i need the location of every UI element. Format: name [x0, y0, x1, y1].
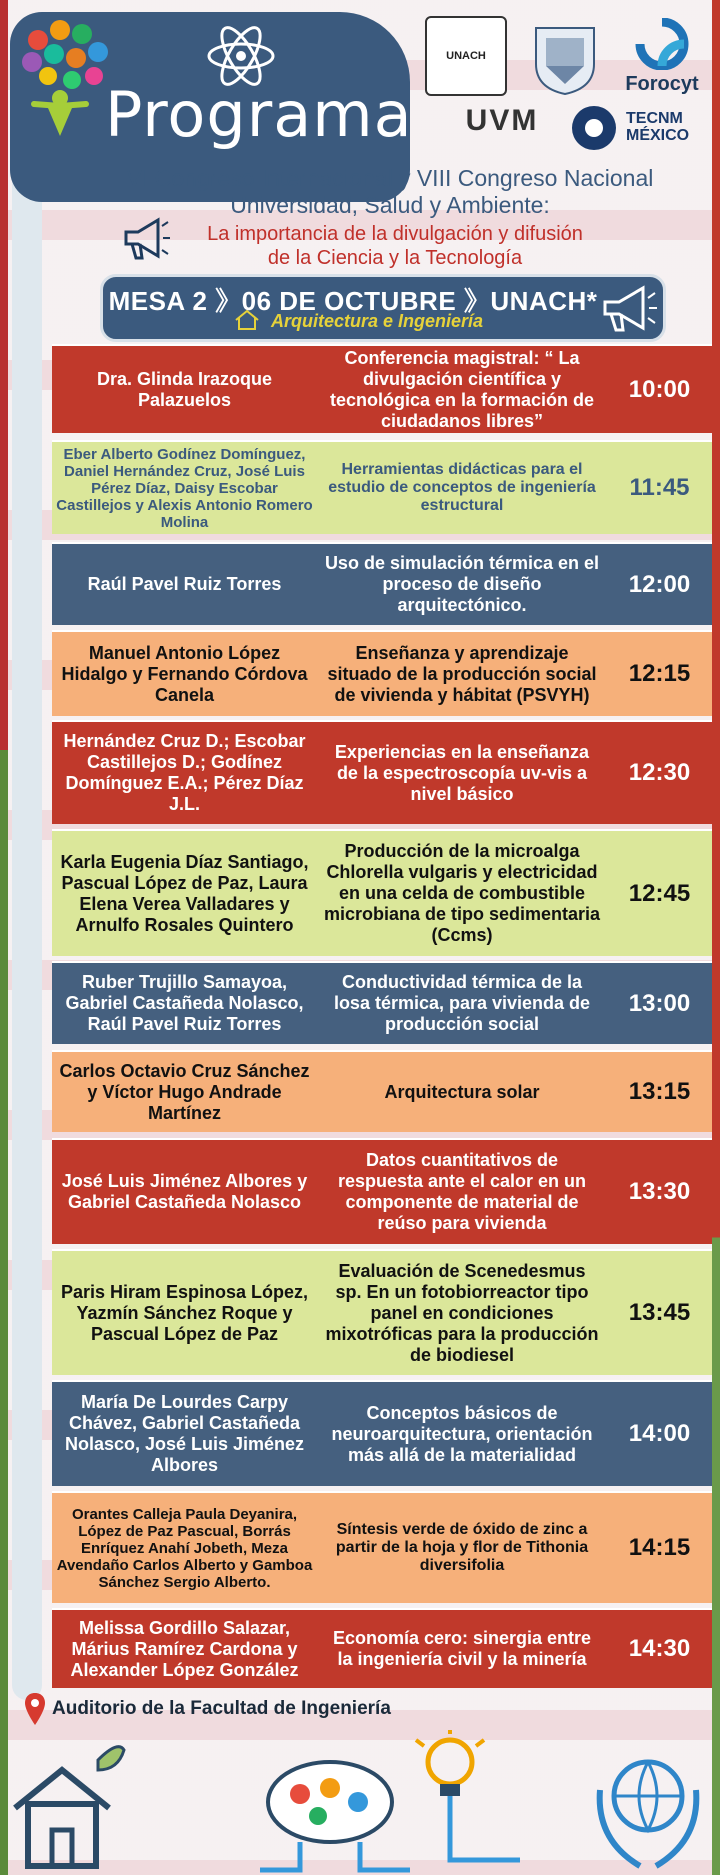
row-authors: Manuel Antonio López Hidalgo y Fernando Córdova Canela: [61, 642, 308, 705]
hands-globe-icon: [600, 1762, 697, 1866]
program-row: [52, 440, 712, 534]
page-title: Programa: [105, 78, 413, 151]
left-border: [0, 0, 8, 1875]
row-title: Herramientas didácticas para el estudio de conceptos de ingeniería estructural: [328, 461, 596, 514]
unach-logo-text: UNACH: [446, 50, 486, 62]
footer-illustrations: [0, 1730, 720, 1875]
row-time: 12:15: [628, 660, 691, 687]
row-authors: Ruber Trujillo Samayoa, Gabriel Castañeda Nolasco, Raúl Pavel Ruiz Torres: [65, 972, 304, 1034]
row-time: 13:15: [628, 1078, 691, 1105]
tecnm-logo: [566, 100, 704, 156]
row-title: Conferencia magistral: “ La divulgación científica y tecnológica en la formación de ciudadanos libres”: [329, 347, 595, 431]
row-authors: María De Lourdes Carpy Chávez, Gabriel Castañeda Nolasco, José Luis Jiménez Albores: [64, 1392, 305, 1475]
row-time: 13:30: [628, 1178, 691, 1205]
forocyt-logo-text: Forocyt: [625, 73, 699, 95]
lightbulb-icon: [416, 1730, 520, 1860]
program-row: [52, 1608, 712, 1688]
program-row: [52, 344, 712, 433]
row-title: Enseñanza y aprendizaje situado de la producción social de vivienda y hábitat (PSVYH): [327, 642, 597, 705]
row-title: Conductividad térmica de la losa térmica, para vivienda de producción social: [333, 972, 591, 1034]
row-time: 12:00: [628, 570, 691, 598]
tecnm-logo-text: TECNM MÉXICO: [626, 110, 690, 144]
row-authors: Paris Hiram Espinosa López, Yazmín Sánchez Roque y Pascual López de Paz: [60, 1281, 309, 1344]
congress-line-2: Universidad, Salud y Ambiente:: [230, 192, 550, 218]
row-title: Uso de simulación térmica en el proceso de diseño arquitectónico.: [324, 553, 600, 615]
program-row: [52, 542, 712, 625]
row-authors: José Luis Jiménez Albores y Gabriel Castañeda Nolasco: [61, 1171, 308, 1212]
row-title: Datos cuantitativos de respuesta ante el calor en un componente de material de reúso para vivienda: [337, 1150, 587, 1233]
row-time: 14:30: [628, 1635, 691, 1662]
forocyt-swirl-icon: [618, 18, 706, 70]
house-icon: [233, 309, 261, 331]
mesa-title: MESA 2 》06 DE OCTUBRE 》UNACH*: [108, 286, 598, 316]
row-authors: Karla Eugenia Díaz Santiago, Pascual López de Paz, Laura Elena Verea Valladares y Arnulfo Rosales Quintero: [60, 851, 309, 935]
program-row: [52, 720, 712, 824]
colorful-head-icon: [18, 18, 118, 138]
mesa-banner: [100, 274, 666, 342]
program-row: [52, 1491, 712, 1603]
unach-logo: [425, 16, 507, 96]
row-authors: Hernández Cruz D.; Escobar Castillejos D.; Godínez Domínguez E.A.; Pérez Díaz J.L.: [63, 731, 306, 814]
row-time: 13:45: [628, 1299, 691, 1326]
row-authors: Raúl Pavel Ruiz Torres: [87, 574, 282, 594]
row-authors: Orantes Calleja Paula Deyanira, López de Paz Pascual, Borrás Enríquez Anahí Jobeth, Meza Avendaño Carlos Alberto y Gamboa Sánchez Sergio Alberto.: [56, 1505, 313, 1591]
uvm-logo-text: UVM: [465, 104, 539, 137]
forocyt-logo: [618, 18, 706, 96]
theme-line-2: de la Ciencia y la Tecnología: [267, 247, 523, 269]
row-title: Conceptos básicos de neuroarquitectura, orientación más allá de la materialidad: [331, 1402, 593, 1465]
row-time: 12:30: [628, 759, 691, 786]
program-row: [52, 1380, 712, 1486]
row-authors: Carlos Octavio Cruz Sánchez y Víctor Hugo Andrade Martínez: [59, 1060, 310, 1123]
row-title: Síntesis verde de óxido de zinc a partir de la hoja y flor de Tithonia diversifolia: [335, 1521, 589, 1574]
mesa-subtitle: Arquitectura e Ingeniería: [271, 311, 484, 331]
side-bar-decoration: [12, 170, 42, 1700]
brain-gears-icon: [260, 1762, 410, 1870]
row-title: Producción de la microalga Chlorella vulgaris y electricidad en una celda de combustible microbiana de tipo sedimentaria (Ccms): [323, 841, 601, 945]
location: [24, 1692, 391, 1726]
program-row: [52, 630, 712, 716]
row-authors: Dra. Glinda Irazoque Palazuelos: [96, 368, 273, 410]
atom-icon: [205, 26, 277, 86]
house-leaf-icon: [15, 1747, 124, 1866]
program-row: [52, 961, 712, 1044]
program-row: [52, 1249, 712, 1375]
location-pin-icon: [24, 1692, 46, 1726]
row-title: Arquitectura solar: [384, 1081, 540, 1102]
congress-theme: [160, 222, 630, 270]
location-text: Auditorio de la Facultad de Ingeniería: [52, 1698, 391, 1719]
congress-title: [80, 165, 700, 219]
row-time: 11:45: [629, 474, 690, 501]
right-border: [712, 0, 720, 1875]
row-time: 12:45: [628, 879, 691, 907]
row-authors: Eber Alberto Godínez Domínguez, Daniel Hernández Cruz, José Luis Pérez Díaz, Daisy Escobar Castillejos y Alexis Antonio Romero Molina: [56, 445, 313, 531]
gear-icon: [566, 100, 622, 156]
row-authors: Melissa Gordillo Salazar, Márius Ramírez Cardona y Alexander López González: [70, 1617, 299, 1680]
megaphone-icon-large: [599, 280, 659, 336]
program-row: [52, 1138, 712, 1244]
row-title: Experiencias en la enseñanza de la espectroscopía uv-vis a nivel básico: [334, 741, 590, 804]
row-time: 10:00: [628, 375, 691, 403]
program-row: [52, 1050, 712, 1132]
unicach-logo: [528, 14, 602, 96]
row-time: 14:15: [628, 1534, 691, 1561]
row-time: 13:00: [628, 989, 691, 1017]
theme-line-1: La importancia de la divulgación y difusión: [207, 223, 583, 245]
program-row: [52, 829, 712, 956]
congress-line-1: VI Congreso Internacional y VIII Congreso Nacional: [126, 165, 654, 191]
row-title: Economía cero: sinergia entre la ingeniería civil y la minería: [332, 1628, 592, 1669]
uvm-logo: [452, 104, 552, 144]
row-title: Evaluación de Scenedesmus sp. En un fotobiorreactor tipo panel en condiciones mixotróficas para la producción de biodiesel: [325, 1260, 599, 1365]
row-time: 14:00: [628, 1420, 691, 1447]
